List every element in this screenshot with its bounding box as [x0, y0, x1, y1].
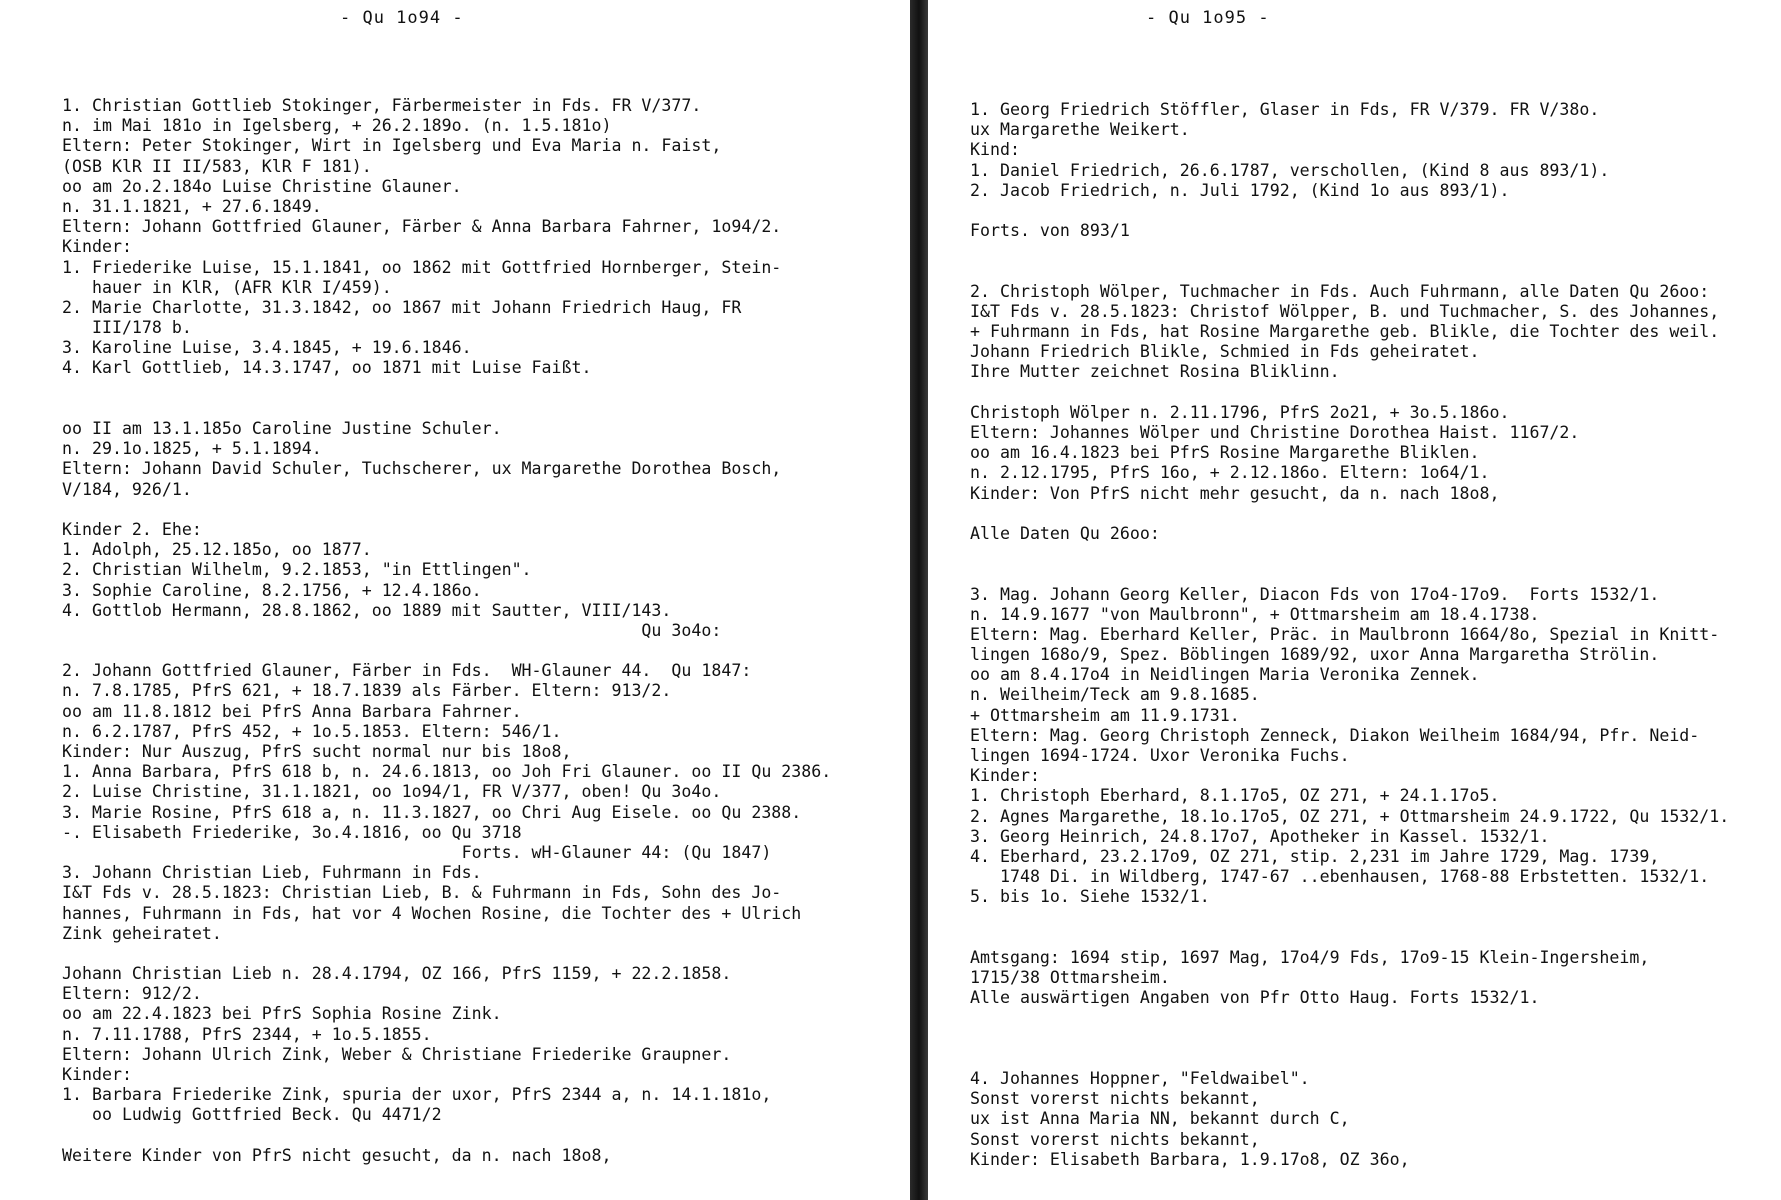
text-line: 1. Anna Barbara, PfrS 618 b, n. 24.6.1813, oo Joh Fri Glauner. oo II Qu 2386.: [62, 762, 832, 782]
text-line: Weitere Kinder von PfrS nicht gesucht, da n. nach 18o8,: [62, 1145, 612, 1165]
text-line: [970, 1049, 1729, 1069]
text-line: Johann Christian Lieb n. 28.4.1794, OZ 166, PfrS 1159, + 22.2.1858.: [62, 964, 732, 984]
text-line: III/178 b.: [62, 318, 192, 338]
left-page-text: [62, 96, 831, 1166]
text-line: 1. Daniel Friedrich, 26.6.1787, verschollen, (Kind 8 aus 893/1).: [970, 160, 1610, 180]
text-line: Forts. von 893/1: [970, 221, 1130, 241]
text-line: 3. Georg Heinrich, 24.8.17o7, Apotheker in Kassel. 1532/1.: [970, 826, 1550, 846]
text-line: 3. Johann Christian Lieb, Fuhrmann in Fds.: [62, 863, 482, 883]
text-line: Kinder:: [62, 237, 132, 257]
text-line: n. 31.1.1821, + 27.6.1849.: [62, 196, 322, 216]
text-line: Kinder: Von PfrS nicht mehr gesucht, da n. nach 18o8,: [970, 483, 1500, 503]
text-line: 1. Christian Gottlieb Stokinger, Färbermeister in Fds. FR V/377.: [62, 96, 702, 115]
text-line: ux Margarethe Weikert.: [970, 120, 1190, 140]
text-line: 1. Christoph Eberhard, 8.1.17o5, OZ 271, + 24.1.17o5.: [970, 786, 1500, 806]
text-line: Forts. wH-Glauner 44: (Qu 1847): [62, 842, 772, 862]
text-line: [970, 564, 1729, 584]
text-line: Sonst vorerst nichts bekannt,: [970, 1089, 1260, 1109]
text-line: [62, 1126, 831, 1146]
text-line: Alle Daten Qu 26oo:: [970, 523, 1160, 543]
text-line: n. im Mai 181o in Igelsberg, + 26.2.189o. (n. 1.5.181o): [62, 116, 612, 136]
text-line: Sonst vorerst nichts bekannt,: [970, 1129, 1260, 1149]
text-line: n. 7.11.1788, PfrS 2344, + 1o.5.1855.: [62, 1024, 432, 1044]
text-line: oo am 11.8.1812 bei PfrS Anna Barbara Fahrner.: [62, 701, 522, 721]
text-line: [970, 504, 1729, 524]
text-line: oo am 22.4.1823 bei PfrS Sophia Rosine Zink.: [62, 1004, 502, 1024]
text-line: 3. Sophie Caroline, 8.2.1756, + 12.4.186o.: [62, 580, 482, 600]
text-line: Alle auswärtigen Angaben von Pfr Otto Haug. Forts 1532/1.: [970, 988, 1540, 1008]
text-line: 1. Georg Friedrich Stöffler, Glaser in Fds, FR V/379. FR V/38o.: [970, 100, 1600, 119]
text-line: 4. Johannes Hoppner, "Feldwaibel".: [970, 1069, 1310, 1088]
text-line: 4. Gottlob Hermann, 28.8.1862, oo 1889 mit Sautter, VIII/143.: [62, 600, 672, 620]
text-line: Zink geheiratet.: [62, 923, 222, 943]
text-line: [970, 201, 1729, 221]
text-line: V/184, 926/1.: [62, 479, 192, 499]
text-line: Kind:: [970, 140, 1020, 160]
text-line: Kinder: Elisabeth Barbara, 1.9.17o8, OZ 36o,: [970, 1149, 1410, 1169]
text-line: [970, 1029, 1729, 1049]
text-line: 4. Eberhard, 23.2.17o9, OZ 271, stip. 2,231 im Jahre 1729, Mag. 1739,: [970, 846, 1660, 866]
text-line: I&T Fds v. 28.5.1823: Christian Lieb, B. & Fuhrmann in Fds, Sohn des Jo-: [62, 883, 782, 903]
text-line: Kinder:: [970, 766, 1040, 786]
text-line: [970, 544, 1729, 564]
text-line: Eltern: Mag. Eberhard Keller, Präc. in Maulbronn 1664/8o, Spezial in Knitt-: [970, 624, 1720, 644]
text-line: 2. Agnes Margarethe, 18.1o.17o5, OZ 271, + Ottmarsheim 24.9.1722, Qu 1532/1.: [970, 806, 1730, 826]
text-line: 1715/38 Ottmarsheim.: [970, 968, 1170, 988]
text-line: Kinder 2. Ehe:: [62, 519, 202, 539]
text-line: 1. Barbara Friederike Zink, spuria der uxor, PfrS 2344 a, n. 14.1.181o,: [62, 1085, 772, 1105]
text-line: Eltern: Johann Ulrich Zink, Weber & Christiane Friederike Graupner.: [62, 1044, 732, 1064]
text-line: hannes, Fuhrmann in Fds, hat vor 4 Wochen Rosine, die Tochter des + Ulrich: [62, 903, 802, 923]
text-line: 1. Friederike Luise, 15.1.1841, oo 1862 mit Gottfried Hornberger, Stein-: [62, 257, 782, 277]
text-line: oo Ludwig Gottfried Beck. Qu 4471/2: [62, 1105, 442, 1125]
text-line: [970, 262, 1729, 282]
text-line: [62, 399, 831, 419]
text-line: 2. Johann Gottfried Glauner, Färber in Fds. WH-Glauner 44. Qu 1847:: [62, 661, 752, 681]
text-line: [970, 241, 1729, 261]
text-line: Qu 3o4o:: [62, 620, 722, 640]
text-line: 5. bis 1o. Siehe 1532/1.: [970, 887, 1210, 907]
text-line: ux ist Anna Maria NN, bekannt durch C,: [970, 1109, 1350, 1129]
text-line: -. Elisabeth Friederike, 3o.4.1816, oo Qu 3718: [62, 822, 522, 842]
text-line: 3. Mag. Johann Georg Keller, Diacon Fds von 17o4-17o9. Forts 1532/1.: [970, 584, 1660, 604]
text-line: oo am 2o.2.184o Luise Christine Glauner.: [62, 176, 462, 196]
text-line: oo II am 13.1.185o Caroline Justine Schuler.: [62, 419, 502, 438]
text-line: 2. Christoph Wölper, Tuchmacher in Fds. Auch Fuhrmann, alle Daten Qu 26oo:: [970, 281, 1710, 301]
text-line: n. Weilheim/Teck am 9.8.1685.: [970, 685, 1260, 705]
text-line: Eltern: Johann Gottfried Glauner, Färber & Anna Barbara Fahrner, 1o94/2.: [62, 217, 782, 237]
text-line: Eltern: Johannes Wölper und Christine Dorothea Haist. 1167/2.: [970, 423, 1580, 442]
text-line: [970, 383, 1729, 403]
text-line: Kinder: Nur Auszug, PfrS sucht normal nur bis 18o8,: [62, 742, 572, 761]
text-line: oo am 16.4.1823 bei PfrS Rosine Margarethe Bliklen.: [970, 443, 1480, 463]
text-line: 1. Adolph, 25.12.185o, oo 1877.: [62, 540, 372, 560]
text-line: lingen 1694-1724. Uxor Veronika Fuchs.: [970, 746, 1350, 765]
text-line: [62, 500, 831, 520]
text-line: Johann Friedrich Blikle, Schmied in Fds geheiratet.: [970, 342, 1480, 362]
right-page-header: - Qu 1o95 -: [1146, 8, 1270, 28]
text-line: [970, 928, 1729, 948]
left-page-header: - Qu 1o94 -: [340, 8, 464, 28]
text-line: [970, 1008, 1729, 1028]
text-line: Eltern: Mag. Georg Christoph Zenneck, Diakon Weilheim 1684/94, Pfr. Neid-: [970, 725, 1700, 745]
text-line: n. 29.1o.1825, + 5.1.1894.: [62, 439, 322, 459]
text-line: 4. Karl Gottlieb, 14.3.1747, oo 1871 mit Luise Faißt.: [62, 358, 592, 378]
text-line: 2. Jacob Friedrich, n. Juli 1792, (Kind 1o aus 893/1).: [970, 180, 1510, 200]
text-line: Amtsgang: 1694 stip, 1697 Mag, 17o4/9 Fds, 17o9-15 Klein-Ingersheim,: [970, 947, 1650, 967]
text-line: I&T Fds v. 28.5.1823: Christof Wölpper, B. und Tuchmacher, S. des Johannes,: [970, 301, 1720, 321]
text-line: 3. Marie Rosine, PfrS 618 a, n. 11.3.1827, oo Chri Aug Eisele. oo Qu 2388.: [62, 802, 802, 822]
text-line: [62, 944, 831, 964]
text-line: + Fuhrmann in Fds, hat Rosine Margarethe geb. Blikle, die Tochter des weil.: [970, 322, 1720, 342]
text-line: 1748 Di. in Wildberg, 1747-67 ..ebenhausen, 1768-88 Erbstetten. 1532/1.: [970, 867, 1710, 887]
text-line: Kinder:: [62, 1065, 132, 1084]
text-line: [62, 641, 831, 661]
text-line: + Ottmarsheim am 11.9.1731.: [970, 705, 1240, 725]
text-line: [970, 908, 1729, 928]
text-line: Eltern: Johann David Schuler, Tuchscherer, ux Margarethe Dorothea Bosch,: [62, 459, 782, 479]
book-gutter: [910, 0, 928, 1200]
right-page-text: [970, 100, 1729, 1170]
text-line: hauer in KlR, (AFR KlR I/459).: [62, 277, 392, 297]
right-page: [928, 0, 1781, 1200]
text-line: n. 2.12.1795, PfrS 16o, + 2.12.186o. Eltern: 1o64/1.: [970, 463, 1490, 483]
text-line: Eltern: Peter Stokinger, Wirt in Igelsberg und Eva Maria n. Faist,: [62, 136, 722, 156]
text-line: n. 14.9.1677 "von Maulbronn", + Ottmarsheim am 18.4.1738.: [970, 604, 1540, 624]
text-line: Eltern: 912/2.: [62, 984, 202, 1004]
text-line: Christoph Wölper n. 2.11.1796, PfrS 2o21, + 3o.5.186o.: [970, 402, 1510, 422]
text-line: 2. Marie Charlotte, 31.3.1842, oo 1867 mit Johann Friedrich Haug, FR: [62, 297, 742, 317]
text-line: oo am 8.4.17o4 in Neidlingen Maria Veronika Zennek.: [970, 665, 1480, 685]
text-line: n. 7.8.1785, PfrS 621, + 18.7.1839 als Färber. Eltern: 913/2.: [62, 681, 672, 701]
text-line: lingen 168o/9, Spez. Böblingen 1689/92, uxor Anna Margaretha Strölin.: [970, 645, 1660, 665]
text-line: 3. Karoline Luise, 3.4.1845, + 19.6.1846.: [62, 338, 472, 358]
text-line: (OSB KlR II II/583, KlR F 181).: [62, 156, 372, 176]
text-line: 2. Christian Wilhelm, 9.2.1853, "in Ettlingen".: [62, 560, 532, 580]
text-line: Ihre Mutter zeichnet Rosina Bliklinn.: [970, 362, 1340, 382]
text-line: n. 6.2.1787, PfrS 452, + 1o.5.1853. Eltern: 546/1.: [62, 721, 562, 741]
text-line: 2. Luise Christine, 31.1.1821, oo 1o94/1, FR V/377, oben! Qu 3o4o.: [62, 782, 722, 802]
text-line: [62, 379, 831, 399]
